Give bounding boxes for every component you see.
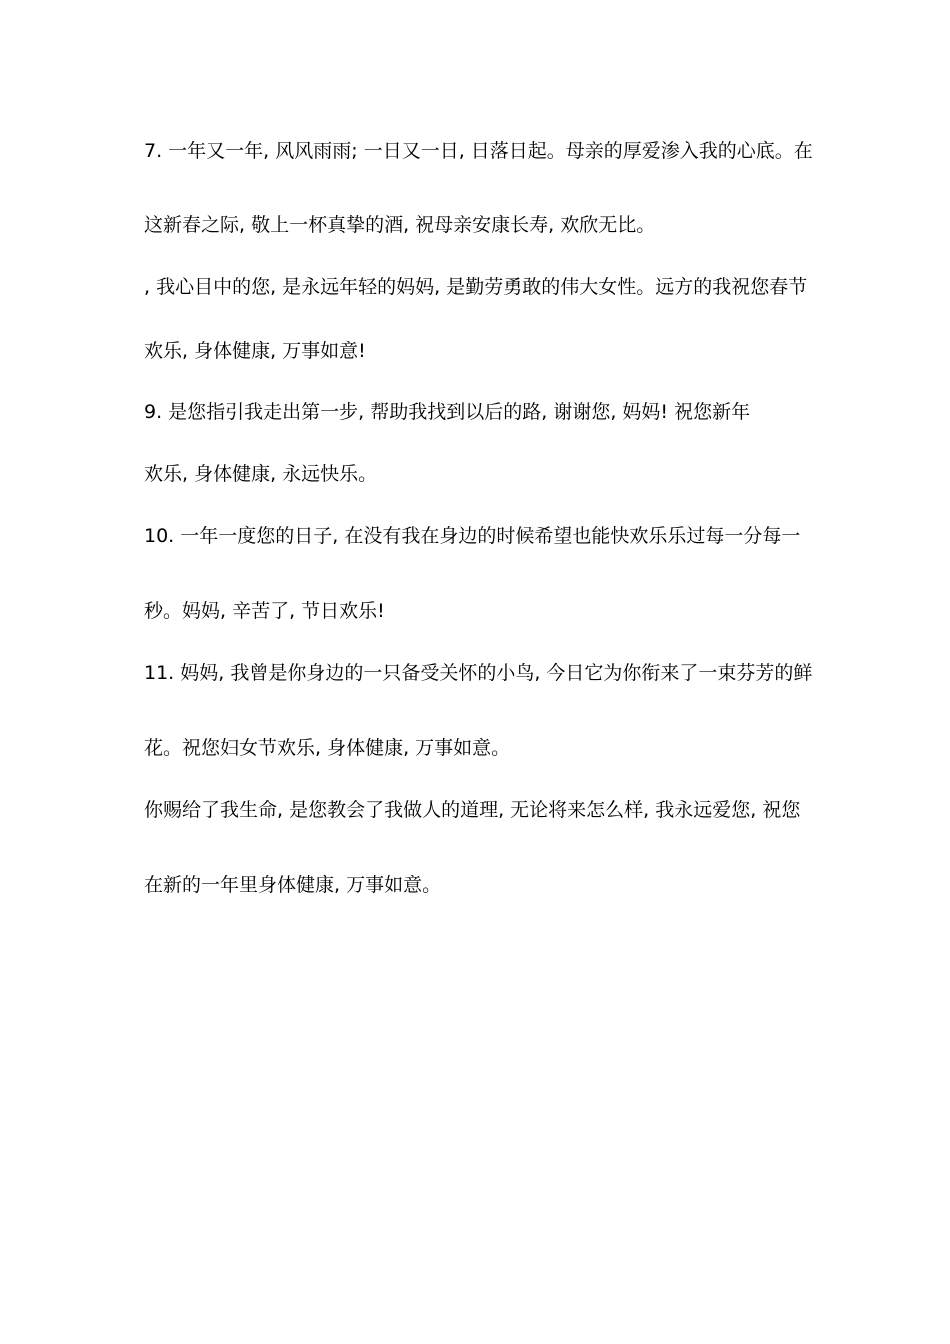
text-line: 在新的一年里身体健康, 万事如意。 <box>144 874 442 896</box>
text-line: 11. 妈妈, 我曾是你身边的一只备受关怀的小鸟, 今日它为你衔来了一束芬芳的鲜 <box>144 662 813 684</box>
text-line: 9. 是您指引我走出第一步, 帮助我找到以后的路, 谢谢您, 妈妈! 祝您新年 <box>144 401 751 423</box>
text-line: , 我心目中的您, 是永远年轻的妈妈, 是勤劳勇敢的伟大女性。远方的我祝您春节 <box>144 276 808 298</box>
text-line: 欢乐, 身体健康, 万事如意! <box>144 340 366 362</box>
text-line: 你赐给了我生命, 是您教会了我做人的道理, 无论将来怎么样, 我永远爱您, 祝您 <box>144 799 801 821</box>
text-line: 这新春之际, 敬上一杯真挚的酒, 祝母亲安康长寿, 欢欣无比。 <box>144 214 656 236</box>
text-line: 10. 一年一度您的日子, 在没有我在身边的时候希望也能快欢乐乐过每一分每一 <box>144 525 801 547</box>
text-line: 花。祝您妇女节欢乐, 身体健康, 万事如意。 <box>144 737 511 759</box>
text-line: 7. 一年又一年, 风风雨雨; 一日又一日, 日落日起。母亲的厚爱渗入我的心底。在 <box>144 140 813 162</box>
text-line: 欢乐, 身体健康, 永远快乐。 <box>144 463 378 485</box>
text-line: 秒。妈妈, 辛苦了, 节日欢乐! <box>144 600 385 622</box>
